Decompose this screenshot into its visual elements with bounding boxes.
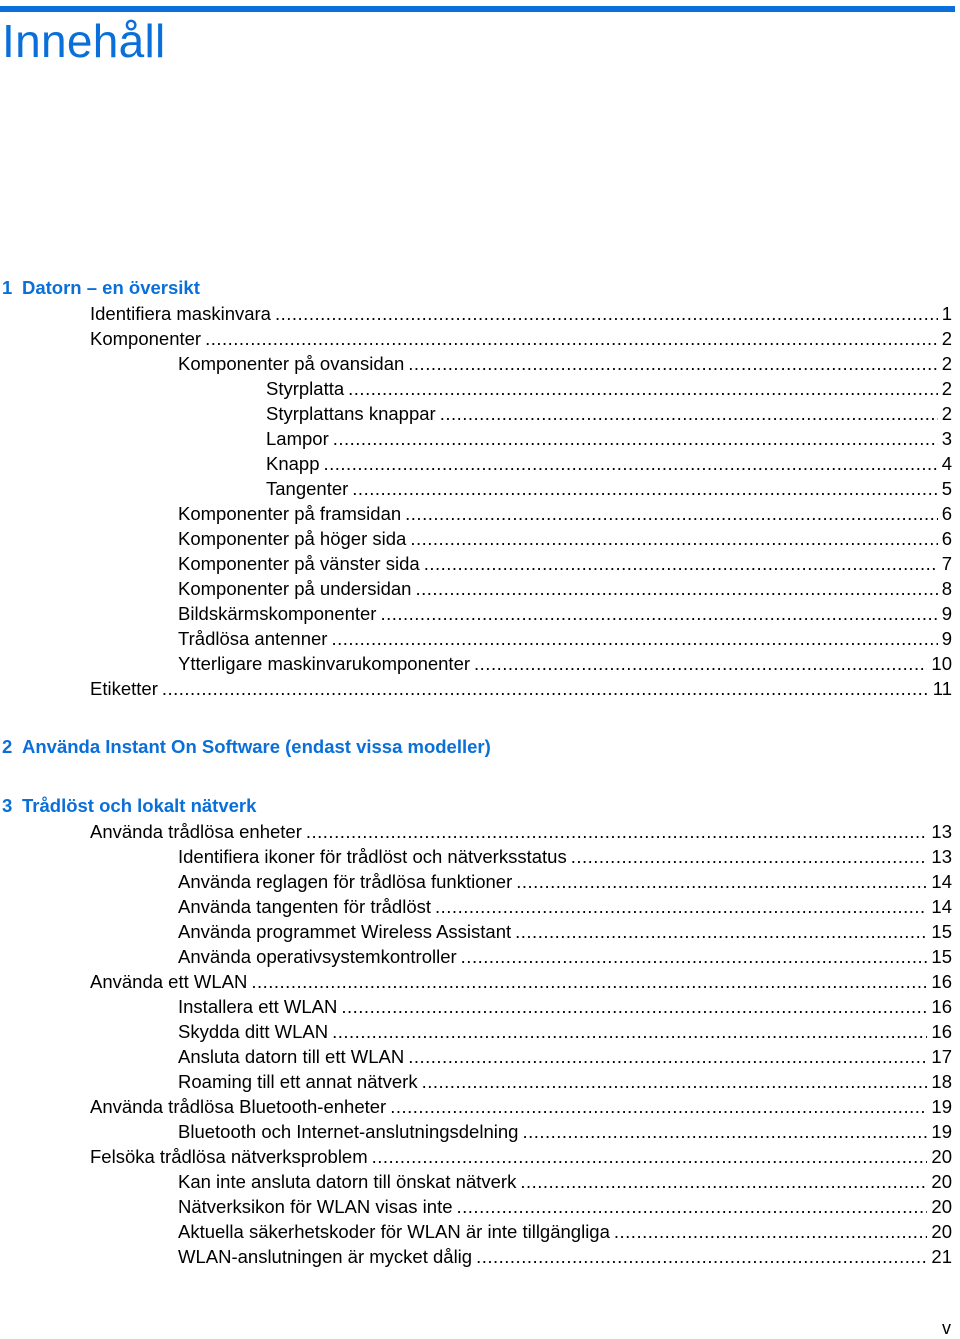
toc-entry-page: 15 bbox=[931, 946, 952, 967]
toc-entry-label: Identifiera ikoner för trådlöst och nätverksstatus bbox=[178, 846, 567, 867]
toc-entry-page: 16 bbox=[931, 971, 952, 992]
toc-entry-page: 8 bbox=[941, 578, 952, 599]
toc-entry[interactable] bbox=[178, 1169, 952, 1194]
toc-entry-label: Etiketter bbox=[90, 678, 158, 699]
dot-leader bbox=[415, 576, 937, 601]
toc-entry-page: 11 bbox=[932, 678, 952, 699]
toc-entry[interactable] bbox=[178, 626, 952, 651]
toc-entry[interactable] bbox=[178, 1119, 952, 1144]
toc-entry-label: Lampor bbox=[266, 428, 329, 449]
toc-entry-label: Använda programmet Wireless Assistant bbox=[178, 921, 512, 942]
dot-leader bbox=[476, 1244, 927, 1269]
dot-leader bbox=[251, 969, 927, 994]
dot-leader bbox=[424, 551, 938, 576]
dot-leader bbox=[422, 1069, 928, 1094]
dot-leader bbox=[333, 426, 938, 451]
chapter-heading[interactable] bbox=[2, 277, 200, 299]
dot-leader bbox=[457, 1194, 928, 1219]
toc-entry-label: Komponenter bbox=[90, 328, 202, 349]
toc-entry-label: Trådlösa antenner bbox=[178, 628, 328, 649]
dot-leader bbox=[522, 1119, 927, 1144]
dot-leader bbox=[410, 526, 937, 551]
toc-entry-label: Styrplattans knappar bbox=[266, 403, 436, 424]
toc-entry-label: Roaming till ett annat nätverk bbox=[178, 1071, 418, 1092]
toc-entry-label: Aktuella säkerhetskoder för WLAN är inte tillgängliga bbox=[178, 1221, 610, 1242]
chapter-title: Använda Instant On Software (endast vissa modeller) bbox=[22, 736, 491, 757]
toc-entry-label: Tangenter bbox=[266, 478, 349, 499]
toc-entry-page: 2 bbox=[941, 328, 952, 349]
toc-entry-page: 13 bbox=[931, 846, 952, 867]
toc-entry-label: Ytterligare maskinvarukomponenter bbox=[178, 653, 471, 674]
chapter-number: 3 bbox=[2, 795, 13, 816]
toc-entry[interactable] bbox=[178, 994, 952, 1019]
toc-entry[interactable] bbox=[178, 1044, 952, 1069]
toc-entry-page: 18 bbox=[931, 1071, 952, 1092]
dot-leader bbox=[380, 601, 937, 626]
toc-entry-label: Knapp bbox=[266, 453, 320, 474]
toc-entry[interactable] bbox=[266, 426, 952, 451]
toc-entry[interactable] bbox=[90, 819, 952, 844]
toc-entry-label: Felsöka trådlösa nätverksproblem bbox=[90, 1146, 368, 1167]
dot-leader bbox=[435, 894, 927, 919]
dot-leader bbox=[408, 351, 937, 376]
dot-leader bbox=[520, 1169, 927, 1194]
header-rule bbox=[0, 6, 955, 12]
toc-entry[interactable] bbox=[178, 526, 952, 551]
toc-entry[interactable] bbox=[90, 676, 952, 701]
toc-entry-page: 4 bbox=[941, 453, 952, 474]
dot-leader bbox=[408, 1044, 927, 1069]
toc-entry[interactable] bbox=[90, 326, 952, 351]
chapter-title: Trådlöst och lokalt nätverk bbox=[22, 795, 257, 816]
toc-entry-label: Komponenter på vänster sida bbox=[178, 553, 420, 574]
toc-entry-page: 2 bbox=[941, 353, 952, 374]
toc-entry[interactable] bbox=[266, 451, 952, 476]
dot-leader bbox=[516, 869, 927, 894]
dot-leader bbox=[515, 919, 927, 944]
toc-entry[interactable] bbox=[178, 919, 952, 944]
toc-entry[interactable] bbox=[90, 1094, 952, 1119]
toc-entry[interactable] bbox=[178, 894, 952, 919]
toc-entry-page: 14 bbox=[931, 896, 952, 917]
toc-entry-page: 10 bbox=[931, 653, 952, 674]
toc-entry[interactable] bbox=[178, 501, 952, 526]
dot-leader bbox=[390, 1094, 927, 1119]
dot-leader bbox=[324, 451, 938, 476]
toc-entry-page: 17 bbox=[931, 1046, 952, 1067]
dot-leader bbox=[571, 844, 928, 869]
toc-entry-page: 16 bbox=[931, 996, 952, 1017]
toc-entry-page: 1 bbox=[941, 303, 952, 324]
toc-entry[interactable] bbox=[266, 376, 952, 401]
chapter-heading[interactable] bbox=[2, 795, 256, 817]
toc-entry-label: Komponenter på undersidan bbox=[178, 578, 412, 599]
toc-entry[interactable] bbox=[178, 651, 952, 676]
toc-entry-page: 2 bbox=[941, 378, 952, 399]
dot-leader bbox=[331, 626, 937, 651]
toc-entry[interactable] bbox=[178, 844, 952, 869]
toc-entry[interactable] bbox=[178, 576, 952, 601]
toc-entry-label: Bluetooth och Internet-anslutningsdelning bbox=[178, 1121, 519, 1142]
dot-leader bbox=[348, 376, 938, 401]
toc-entry-label: Ansluta datorn till ett WLAN bbox=[178, 1046, 405, 1067]
toc-entry-label: Använda tangenten för trådlöst bbox=[178, 896, 432, 917]
toc-entry-page: 16 bbox=[931, 1021, 952, 1042]
toc-entry-page: 2 bbox=[941, 403, 952, 424]
toc-entry[interactable] bbox=[178, 551, 952, 576]
toc-entry-page: 19 bbox=[931, 1096, 952, 1117]
toc-entry-page: 20 bbox=[931, 1196, 952, 1217]
toc-entry[interactable] bbox=[90, 969, 952, 994]
dot-leader bbox=[474, 651, 927, 676]
toc-entry[interactable] bbox=[178, 351, 952, 376]
toc-entry-label: Komponenter på ovansidan bbox=[178, 353, 405, 374]
toc-entry-label: WLAN-anslutningen är mycket dålig bbox=[178, 1246, 473, 1267]
toc-entry[interactable] bbox=[178, 1194, 952, 1219]
toc-entry-label: Använda operativsystemkontroller bbox=[178, 946, 457, 967]
toc-entry-page: 14 bbox=[931, 871, 952, 892]
chapter-number: 2 bbox=[2, 736, 13, 757]
toc-entry-label: Komponenter på höger sida bbox=[178, 528, 407, 549]
toc-entry[interactable] bbox=[178, 601, 952, 626]
toc-entry-page: 6 bbox=[941, 528, 952, 549]
toc-entry[interactable] bbox=[266, 476, 952, 501]
toc-entry[interactable] bbox=[178, 944, 952, 969]
dot-leader bbox=[372, 1144, 928, 1169]
toc-entry-page: 15 bbox=[931, 921, 952, 942]
toc-entry-page: 7 bbox=[941, 553, 952, 574]
dot-leader bbox=[352, 476, 937, 501]
dot-leader bbox=[275, 301, 938, 326]
toc-entry-label: Använda trådlösa enheter bbox=[90, 821, 302, 842]
dot-leader bbox=[332, 1019, 927, 1044]
toc-entry[interactable] bbox=[178, 1219, 952, 1244]
chapter-title: Datorn – en översikt bbox=[22, 277, 200, 298]
toc-entry-page: 20 bbox=[931, 1171, 952, 1192]
dot-leader bbox=[405, 501, 938, 526]
toc-entry-page: 9 bbox=[941, 603, 952, 624]
chapter-number: 1 bbox=[2, 277, 13, 298]
toc-entry[interactable] bbox=[90, 301, 952, 326]
toc-entry-label: Installera ett WLAN bbox=[178, 996, 338, 1017]
toc-entry[interactable] bbox=[178, 1019, 952, 1044]
toc-entry[interactable] bbox=[90, 1144, 952, 1169]
toc-entry-page: 5 bbox=[941, 478, 952, 499]
toc-entry-page: 20 bbox=[931, 1221, 952, 1242]
toc-entry-label: Styrplatta bbox=[266, 378, 345, 399]
toc-entry[interactable] bbox=[178, 1244, 952, 1269]
toc-entry-page: 21 bbox=[931, 1246, 952, 1267]
chapter-heading[interactable] bbox=[2, 736, 491, 758]
toc-entry-label: Bildskärmskomponenter bbox=[178, 603, 377, 624]
toc-entry-label: Komponenter på framsidan bbox=[178, 503, 402, 524]
toc-entry-label: Nätverksikon för WLAN visas inte bbox=[178, 1196, 453, 1217]
page-title: Innehåll bbox=[2, 15, 166, 67]
dot-leader bbox=[341, 994, 927, 1019]
dot-leader bbox=[205, 326, 938, 351]
toc-entry[interactable] bbox=[266, 401, 952, 426]
toc-entry-page: 13 bbox=[931, 821, 952, 842]
toc-entry-label: Identifiera maskinvara bbox=[90, 303, 271, 324]
dot-leader bbox=[306, 819, 928, 844]
toc-entry-page: 19 bbox=[931, 1121, 952, 1142]
toc-entry-page: 9 bbox=[941, 628, 952, 649]
dot-leader bbox=[614, 1219, 928, 1244]
dot-leader bbox=[162, 676, 929, 701]
toc-entry-label: Använda reglagen för trådlösa funktioner bbox=[178, 871, 513, 892]
dot-leader bbox=[461, 944, 928, 969]
toc-entry-page: 6 bbox=[941, 503, 952, 524]
toc-entry-label: Kan inte ansluta datorn till önskat nätverk bbox=[178, 1171, 517, 1192]
toc-entry-label: Använda ett WLAN bbox=[90, 971, 248, 992]
toc-entry-label: Skydda ditt WLAN bbox=[178, 1021, 329, 1042]
toc-entry-label: Använda trådlösa Bluetooth-enheter bbox=[90, 1096, 387, 1117]
page-number: v bbox=[942, 1318, 951, 1338]
dot-leader bbox=[440, 401, 938, 426]
toc-entry-page: 20 bbox=[931, 1146, 952, 1167]
toc-entry-page: 3 bbox=[941, 428, 952, 449]
toc-entry[interactable] bbox=[178, 1069, 952, 1094]
toc-entry[interactable] bbox=[178, 869, 952, 894]
